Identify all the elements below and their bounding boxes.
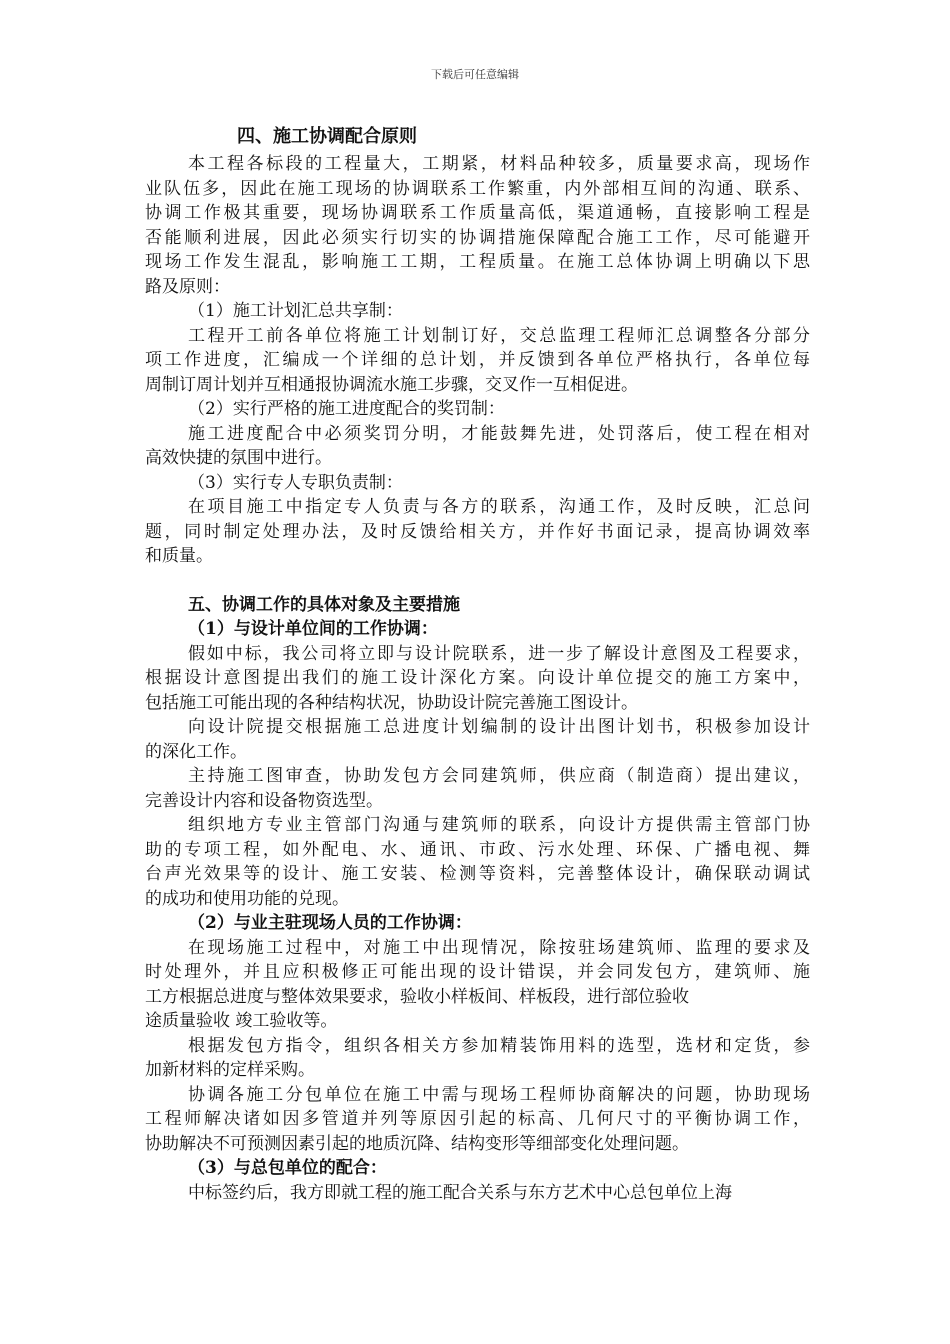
paragraph-line: 组织地方专业主管部门沟通与建筑师的联系，向设计方提供需主管部门协 [188, 815, 810, 835]
paragraph-line: 在项目施工中指定专人负责与各方的联系，沟通工作，及时反映，汇总问 [188, 497, 810, 517]
subsection-3-heading: （3）与总包单位的配合： [188, 1158, 387, 1178]
item-2-heading: （2）实行严格的施工进度配合的奖罚制： [188, 399, 505, 419]
paragraph-line: 协调各施工分包单位在施工中需与现场工程师协商解决的问题，协助现场 [188, 1084, 810, 1105]
paragraph-line: 题，同时制定处理办法，及时反馈给相关方，并作好书面记录，提高协调效率 [145, 521, 810, 542]
paragraph-line: 协调工作极其重要，现场协调联系工作质量高低，渠道通畅，直接影响工程是 [145, 203, 810, 223]
paragraph-line: 假如中标，我公司将立即与设计院联系，进一步了解设计意图及工程要求， [188, 643, 810, 664]
paragraph-line: 在现场施工过程中，对施工中出现情况，除按驻场建筑师、监理的要求及 [188, 937, 810, 958]
paragraph-line: 本工程各标段的工程量大，工期紧，材料品种较多，质量要求高，现场作 [188, 154, 810, 174]
page-header: 下载后可任意编辑 [431, 68, 519, 81]
paragraph-line: 台声光效果等的设计、施工安装、检测等资料，完善整体设计，确保联动调试 [145, 864, 810, 884]
paragraph-line: 的深化工作。 [145, 741, 247, 762]
paragraph-line: 施工进度配合中必须奖罚分明，才能鼓舞先进，处罚落后，使工程在相对 [188, 423, 810, 444]
paragraph-line: 中标签约后，我方即就工程的施工配合关系与东方艺术中心总包单位上海 [188, 1182, 732, 1203]
paragraph-line: 根据发包方指令，组织各相关方参加精装饰用料的选型，选材和定货，参 [188, 1035, 810, 1056]
item-3-heading: （3）实行专人专职负责制： [188, 472, 403, 493]
paragraph-line: 的成功和使用功能的兑现。 [145, 888, 349, 909]
subsection-2-heading: （2）与业主驻现场人员的工作协调： [188, 913, 472, 933]
paragraph-line: 根据设计意图提出我们的施工设计深化方案。向设计单位提交的施工方案中， [145, 668, 810, 688]
section-4-title: 四、施工协调配合原则 [237, 126, 417, 147]
section-spacer [145, 569, 810, 593]
paragraph-line: 业队伍多，因此在施工现场的协调联系工作繁重，内外部相互间的沟通、联系、 [145, 178, 810, 199]
paragraph-line: 路及原则： [145, 276, 230, 297]
paragraph-line: 向设计院提交根据施工总进度计划编制的设计出图计划书，积极参加设计 [188, 717, 810, 737]
paragraph-line: 协助解决不可预测因素引起的地质沉降、结构变形等细部变化处理问题。 [145, 1133, 689, 1154]
paragraph-line: 现场工作发生混乱，影响施工工期，工程质量。在施工总体协调上明确以下思 [145, 252, 810, 272]
paragraph-line: 时处理外，并且应积极修正可能出现的设计错误，并会同发包方，建筑师、施 [145, 962, 810, 982]
paragraph-line: 助的专项工程，如外配电、水、通讯、市政、污水处理、环保、广播电视、舞 [145, 839, 810, 860]
document-body [145, 122, 810, 1205]
paragraph-line: 加新材料的定样采购。 [145, 1060, 315, 1080]
paragraph-line: 途质量验收 竣工验收等。 [145, 1011, 338, 1031]
paragraph-line: 工程师解决诸如因多管道并列等原因引起的标高、几何尺寸的平衡协调工作， [145, 1109, 810, 1129]
paragraph-line: 项工作进度，汇编成一个详细的总计划，并反馈到各单位严格执行，各单位每 [145, 350, 810, 370]
paragraph-line: 否能顺利进展，因此必须实行切实的协调措施保障配合施工工作，尽可能避开 [145, 227, 810, 248]
paragraph-line: 周制订周计划并互相通报协调流水施工步骤，交叉作一互相促进。 [145, 374, 638, 395]
item-1-heading: （1）施工计划汇总共享制： [188, 301, 403, 321]
paragraph-line: 工程开工前各单位将施工计划制订好，交总监理工程师汇总调整各分部分 [188, 325, 810, 346]
subsection-1-heading: （1）与设计单位间的工作协调： [188, 619, 438, 639]
paragraph-line: 工方根据总进度与整体效果要求，验收小样板间、样板段，进行部位验收 [145, 986, 689, 1007]
paragraph-line: 主持施工图审查，协助发包方会同建筑师，供应商（制造商）提出建议， [188, 766, 810, 786]
paragraph-line: 高效快捷的氛围中进行。 [145, 448, 332, 468]
paragraph-line: 和质量。 [145, 546, 213, 566]
paragraph-line: 完善设计内容和设备物资选型。 [145, 790, 383, 811]
section-5-title: 五、协调工作的具体对象及主要措施 [188, 594, 460, 615]
paragraph-line: 包括施工可能出现的各种结构状况，协助设计院完善施工图设计。 [145, 692, 638, 713]
